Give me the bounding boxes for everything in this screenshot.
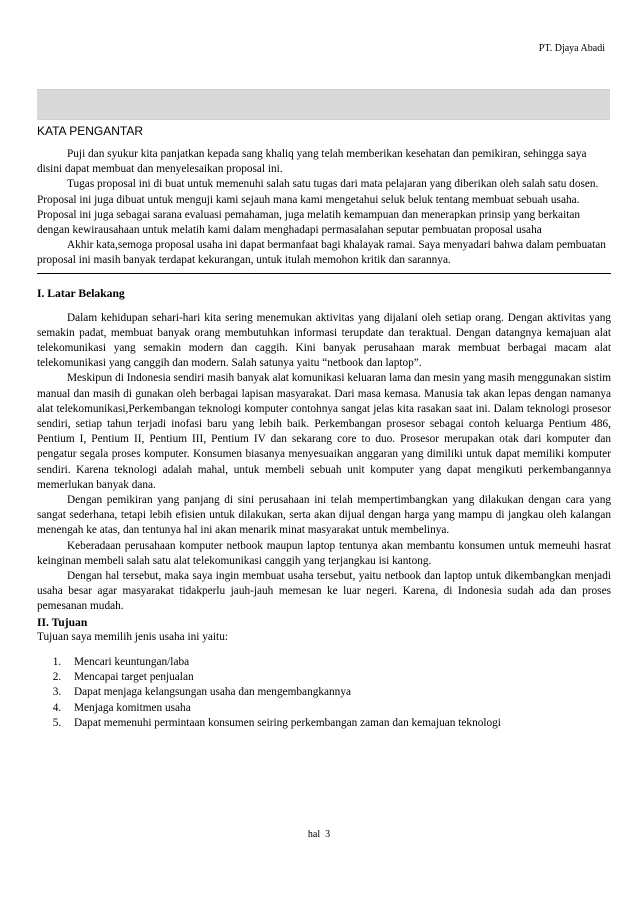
- kata-pengantar-paragraph: Puji dan syukur kita panjatkan kepada sang khaliq yang telah memberikan kesehatan dan pemikiran, sehingga saya disini dapat membuat dan menyelesaikan proposal ini.: [37, 148, 587, 176]
- kata-pengantar-paragraph: Tugas proposal ini di buat untuk memenuhi salah satu tugas dari mata pelajaran yang diberikan oleh salah satu dosen. Proposal ini juga dibuat untuk menguji kami sejauh mana kami mengetahui seluk beluk tentang membuat sebuah usaha. Proposal ini juga sebagai sarana evaluasi pemahaman, juga melatih kemampuan dan menerapkan prinsip yang berkaitan dengan kewirausahaan untuk melatih kami dalam menghadapi permasalahan seputar pembuatan proposal usaha: [37, 178, 599, 237]
- latar-belakang-paragraph: Meskipun di Indonesia sendiri masih banyak alat komunikasi keluaran lama dan mesin yang masih menggunakan sistim manual dan masih di gunakan oleh berbagai lapisan masyarakat. Dari masa kemasa. Manusia tak akan lepas dengan namanya alat telekomunikasi,Perkembangan teknologi komputer contohnya sangat jelas kita rasakan saat ini. Dalam teknologi prosesor sendiri, setiap tahun terjadi inofasi baru yang lebih baik. Perkembangan prosesor sebagai contoh keluarga Pentium 486, Pentium I, Pentium II, Pentium III, Pentium IV dan sekarang core to duo. Prosesor merupakan otak dari komputer dan pengatur segala proses komputer. Konsumen biasanya menyesuaikan anggaran yang dimiliki untuk dapat memiliki komputer sendiri. Karena teknologi adalah mahal, untuk membeli sebuah unit komputer yang dapat mengikuti perkembangannya memerlukan banyak dana.: [37, 372, 611, 491]
- tujuan-intro: Tujuan saya memilih jenis usaha ini yaitu:: [37, 630, 228, 643]
- header-gray-band: [37, 89, 610, 120]
- section-divider: [37, 273, 611, 274]
- latar-belakang-title: I. Latar Belakang: [37, 286, 125, 300]
- header-company-name: PT. Djaya Abadi: [538, 43, 605, 54]
- list-item: 4. Menjaga komitmen usaha: [64, 701, 611, 716]
- list-item: 3. Dapat menjaga kelangsungan usaha dan mengembangkannya: [64, 685, 611, 700]
- document-body: [37, 124, 611, 731]
- page-number-label: hal 3: [307, 829, 331, 840]
- latar-belakang-paragraph: Dalam kehidupan sehari-hari kita sering menemukan aktivitas yang dijalani oleh setiap orang. Dengan aktivitas yang semakin padat, membuat banyak orang membutuhkan informasi terupdate dan teraktual. Dengan datangnya kemajuan alat telekomunikasi yang semakin modern dan caggih. Kini banyak perusahaan marak membuat berbagai macam alat telekomunikasi yang canggih dan modern. Salah satunya yaitu “netbook dan laptop”.: [37, 311, 611, 370]
- tujuan-title: II. Tujuan: [37, 615, 88, 629]
- kata-pengantar-title: KATA PENGANTAR: [37, 124, 144, 138]
- list-item: 1. Mencari keuntungan/laba: [64, 655, 611, 670]
- kata-pengantar-paragraph: Akhir kata,semoga proposal usaha ini dapat bermanfaat bagi khalayak ramai. Saya menyadari bahwa dalam pembuatan proposal ini masih banyak terdapat kekurangan, untuk itulah memohon kritik dan sarannya.: [37, 239, 606, 267]
- page-number: [0, 829, 638, 840]
- latar-belakang-paragraph: Keberadaan perusahaan komputer netbook maupun laptop tentunya akan membantu konsumen untuk memeuhi hasrat keinginan membeli salah satu alat telekomunikasi canggih yang terjangkau isi kantong.: [37, 539, 611, 567]
- latar-belakang-paragraph: Dengan pemikiran yang panjang di sini perusahaan ini telah mempertimbangkan yang dilakukan dengan cara yang sangat sederhana, tetapi lebih efisien untuk dilakukan, serta akan dijual dengan harga yang mampu di jangkau oleh kalangan menengah ke atas, dan tentunya hal ini akan menarik minat masyarakat untuk membelinya.: [37, 494, 611, 537]
- tujuan-list: [37, 655, 611, 731]
- latar-belakang-paragraph: Dengan hal tersebut, maka saya ingin membuat usaha tersebut, yaitu netbook dan laptop untuk dikembangkan menjadi usaha besar agar masyarakat tidakperlu jauh-jauh memesan ke luar negeri. Karena, di Indonesia sudah ada dan proses pemesanan mudah.: [37, 570, 611, 613]
- list-item: 5. Dapat memenuhi permintaan konsumen seiring perkembangan zaman dan kemajuan teknologi: [64, 716, 611, 731]
- list-item: 2. Mencapai target penjualan: [64, 670, 611, 685]
